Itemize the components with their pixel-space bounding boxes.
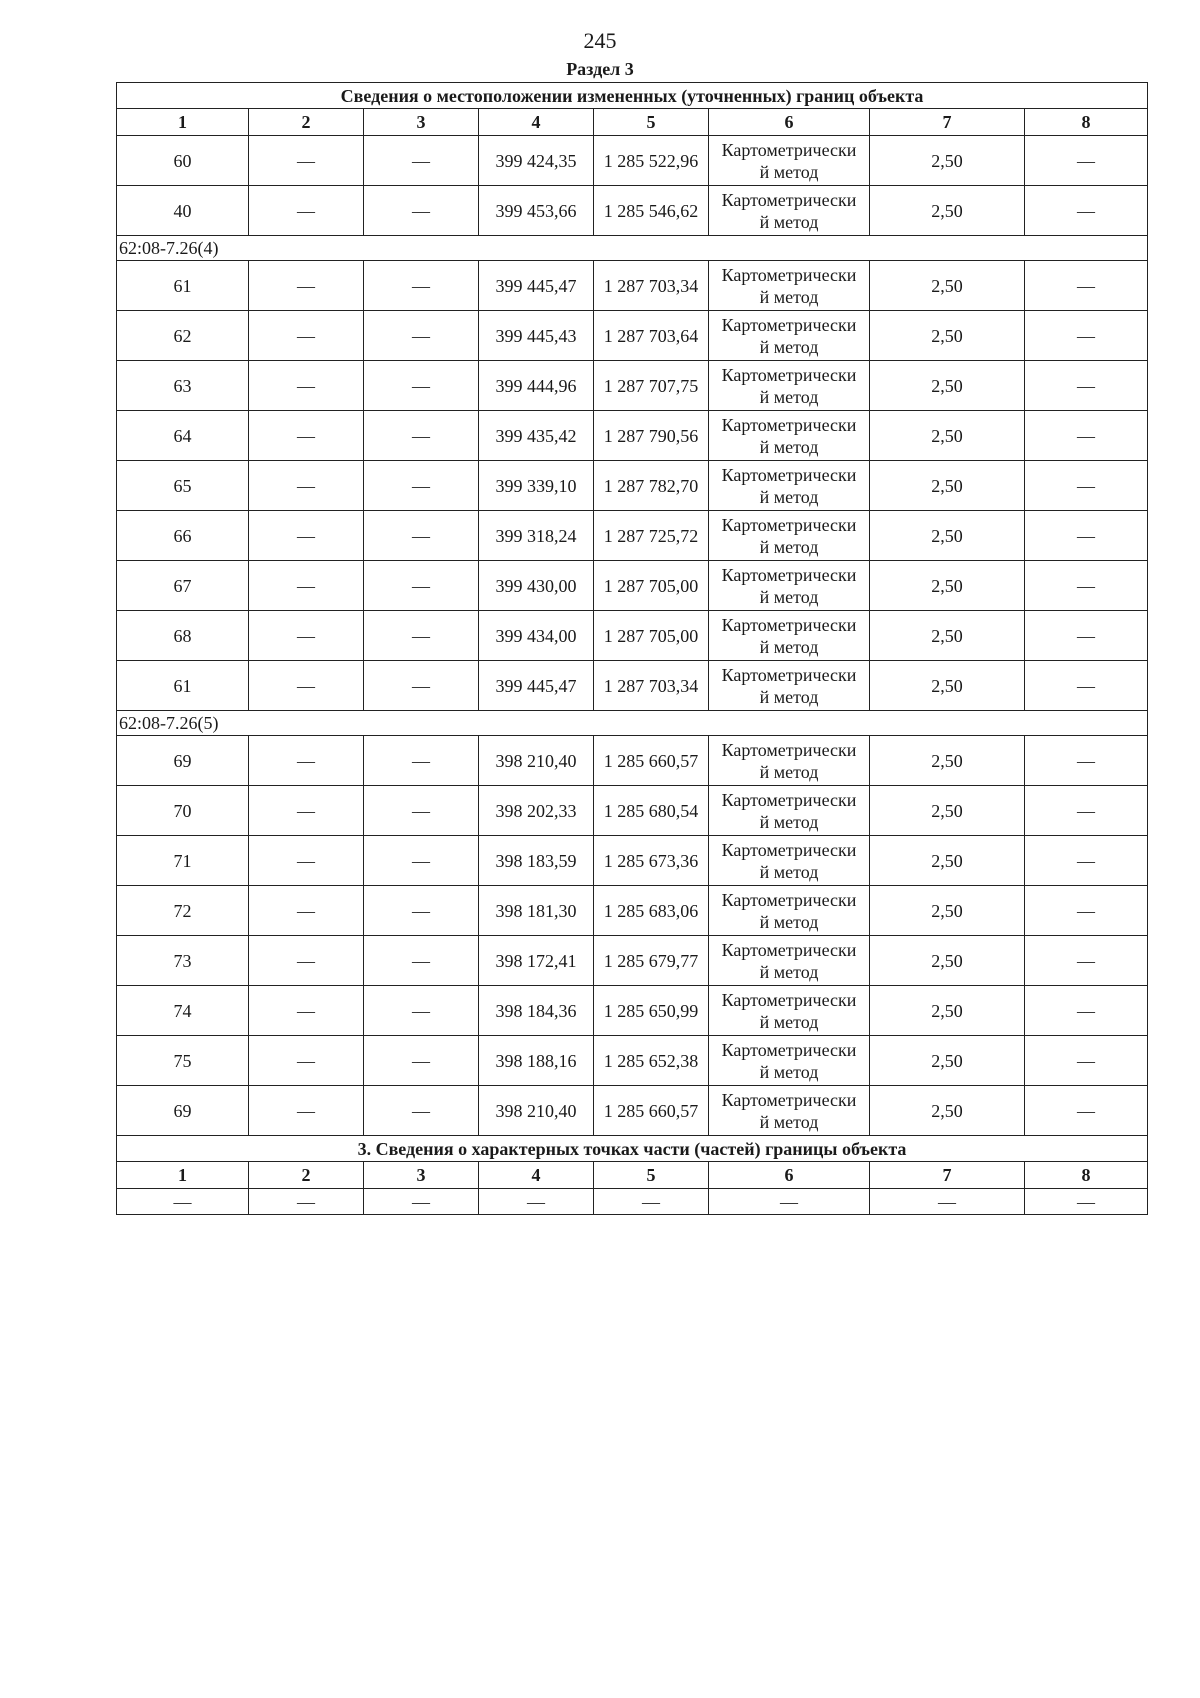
method-cell [709, 361, 870, 411]
accuracy-value: 2,50 [870, 511, 1025, 561]
table-row [117, 461, 1148, 511]
method-line2: й метод [759, 636, 819, 657]
coordinate-y: 1 287 703,34 [594, 261, 709, 311]
method-line1: Картометрически [721, 364, 857, 385]
table-header-row [117, 109, 1148, 136]
table-row [117, 186, 1148, 236]
parcel-label: 62:08-7.26(5) [117, 711, 1148, 736]
coordinate-y: 1 287 703,64 [594, 311, 709, 361]
col2-dash: — [249, 561, 364, 611]
coordinate-x: 399 445,43 [479, 311, 594, 361]
table-title: Сведения о местоположении измененных (уточненных) границ объекта [117, 83, 1148, 109]
col8-dash: — [1025, 136, 1148, 186]
page-number: 245 [583, 28, 617, 53]
method-cell [709, 986, 870, 1036]
accuracy-value: 2,50 [870, 186, 1025, 236]
col2-dash: — [249, 461, 364, 511]
method-line1: Картометрически [721, 839, 857, 860]
coordinate-y: 1 285 660,57 [594, 1086, 709, 1136]
column-header: 8 [1025, 1162, 1148, 1189]
table-row [117, 661, 1148, 711]
coordinate-x: 399 445,47 [479, 661, 594, 711]
empty-dash: — [479, 1189, 594, 1215]
point-number: 71 [117, 836, 249, 886]
coordinate-x: 399 424,35 [479, 136, 594, 186]
method-cell [709, 311, 870, 361]
method-line2: й метод [759, 1111, 819, 1132]
method-cell [709, 661, 870, 711]
coordinate-x: 399 453,66 [479, 186, 594, 236]
coordinate-y: 1 285 660,57 [594, 736, 709, 786]
point-number: 74 [117, 986, 249, 1036]
column-header: 7 [870, 109, 1025, 136]
method-line2: й метод [759, 436, 819, 457]
table-row [117, 1036, 1148, 1086]
coordinate-x: 398 188,16 [479, 1036, 594, 1086]
method-cell [709, 936, 870, 986]
method-line2: й метод [759, 336, 819, 357]
method-cell [709, 561, 870, 611]
accuracy-value: 2,50 [870, 611, 1025, 661]
coordinate-y: 1 285 683,06 [594, 886, 709, 936]
coordinate-y: 1 287 707,75 [594, 361, 709, 411]
col2-dash: — [249, 736, 364, 786]
method-cell [709, 136, 870, 186]
col8-dash: — [1025, 1036, 1148, 1086]
coordinate-y: 1 285 650,99 [594, 986, 709, 1036]
method-line1: Картометрически [721, 889, 857, 910]
accuracy-value: 2,50 [870, 736, 1025, 786]
method-cell [709, 511, 870, 561]
column-header: 6 [709, 1162, 870, 1189]
part-section-title-row [117, 1136, 1148, 1162]
method-line1: Картометрически [721, 989, 857, 1010]
coordinate-y: 1 285 546,62 [594, 186, 709, 236]
accuracy-value: 2,50 [870, 136, 1025, 186]
accuracy-value: 2,50 [870, 361, 1025, 411]
method-cell [709, 186, 870, 236]
table-row [117, 511, 1148, 561]
coordinate-x: 398 210,40 [479, 736, 594, 786]
point-number: 65 [117, 461, 249, 511]
col8-dash: — [1025, 611, 1148, 661]
coordinate-x: 399 445,47 [479, 261, 594, 311]
method-line1: Картометрически [721, 514, 857, 535]
empty-dash: — [117, 1189, 249, 1215]
col3-dash: — [364, 986, 479, 1036]
point-number: 62 [117, 311, 249, 361]
accuracy-value: 2,50 [870, 1086, 1025, 1136]
coordinate-y: 1 285 522,96 [594, 136, 709, 186]
method-line2: й метод [759, 211, 819, 232]
coordinate-x: 399 430,00 [479, 561, 594, 611]
section-title: Раздел 3 [566, 59, 634, 79]
point-number: 64 [117, 411, 249, 461]
method-line2: й метод [759, 1011, 819, 1032]
method-cell [709, 1086, 870, 1136]
empty-dash: — [364, 1189, 479, 1215]
method-cell [709, 736, 870, 786]
point-number: 63 [117, 361, 249, 411]
table-row [117, 411, 1148, 461]
coordinate-y: 1 285 673,36 [594, 836, 709, 886]
method-cell [709, 461, 870, 511]
column-header: 4 [479, 109, 594, 136]
column-header: 2 [249, 1162, 364, 1189]
method-line2: й метод [759, 536, 819, 557]
method-line2: й метод [759, 586, 819, 607]
accuracy-value: 2,50 [870, 886, 1025, 936]
coordinate-x: 399 444,96 [479, 361, 594, 411]
coordinate-y: 1 287 782,70 [594, 461, 709, 511]
accuracy-value: 2,50 [870, 836, 1025, 886]
col8-dash: — [1025, 786, 1148, 836]
col3-dash: — [364, 561, 479, 611]
col2-dash: — [249, 836, 364, 886]
col3-dash: — [364, 361, 479, 411]
col3-dash: — [364, 511, 479, 561]
accuracy-value: 2,50 [870, 411, 1025, 461]
col3-dash: — [364, 136, 479, 186]
column-header: 5 [594, 1162, 709, 1189]
method-cell [709, 261, 870, 311]
column-header: 1 [117, 1162, 249, 1189]
column-header: 4 [479, 1162, 594, 1189]
method-line1: Картометрически [721, 264, 857, 285]
method-line1: Картометрически [721, 414, 857, 435]
coordinate-x: 399 435,42 [479, 411, 594, 461]
method-line1: Картометрически [721, 189, 857, 210]
col3-dash: — [364, 661, 479, 711]
col2-dash: — [249, 936, 364, 986]
col8-dash: — [1025, 361, 1148, 411]
col3-dash: — [364, 936, 479, 986]
table-row [117, 561, 1148, 611]
col8-dash: — [1025, 411, 1148, 461]
col3-dash: — [364, 736, 479, 786]
table-row [117, 136, 1148, 186]
method-line1: Картометрически [721, 664, 857, 685]
empty-part-row [117, 1189, 1148, 1215]
method-cell [709, 836, 870, 886]
accuracy-value: 2,50 [870, 461, 1025, 511]
table-title-row [117, 83, 1148, 109]
col3-dash: — [364, 886, 479, 936]
empty-dash: — [249, 1189, 364, 1215]
table-row [117, 311, 1148, 361]
table-row [117, 836, 1148, 886]
col8-dash: — [1025, 936, 1148, 986]
method-cell [709, 411, 870, 461]
empty-dash: — [709, 1189, 870, 1215]
point-number: 66 [117, 511, 249, 561]
col2-dash: — [249, 511, 364, 561]
col8-dash: — [1025, 511, 1148, 561]
table-row [117, 361, 1148, 411]
method-line2: й метод [759, 1061, 819, 1082]
coordinate-y: 1 285 680,54 [594, 786, 709, 836]
empty-dash: — [1025, 1189, 1148, 1215]
point-number: 61 [117, 661, 249, 711]
col2-dash: — [249, 361, 364, 411]
accuracy-value: 2,50 [870, 786, 1025, 836]
accuracy-value: 2,50 [870, 986, 1025, 1036]
table-row [117, 986, 1148, 1036]
method-line1: Картометрически [721, 614, 857, 635]
column-header: 3 [364, 1162, 479, 1189]
col8-dash: — [1025, 461, 1148, 511]
method-line1: Картометрически [721, 464, 857, 485]
coordinate-x: 398 181,30 [479, 886, 594, 936]
coordinate-x: 398 183,59 [479, 836, 594, 886]
point-number: 69 [117, 736, 249, 786]
method-line2: й метод [759, 686, 819, 707]
method-line1: Картометрически [721, 939, 857, 960]
col2-dash: — [249, 786, 364, 836]
parcel-label: 62:08-7.26(4) [117, 236, 1148, 261]
method-line2: й метод [759, 961, 819, 982]
accuracy-value: 2,50 [870, 311, 1025, 361]
method-line2: й метод [759, 161, 819, 182]
column-header: 8 [1025, 109, 1148, 136]
point-number: 75 [117, 1036, 249, 1086]
col3-dash: — [364, 611, 479, 661]
col2-dash: — [249, 311, 364, 361]
col3-dash: — [364, 411, 479, 461]
column-header: 2 [249, 109, 364, 136]
empty-dash: — [870, 1189, 1025, 1215]
method-line1: Картометрически [721, 139, 857, 160]
coordinate-y: 1 287 705,00 [594, 561, 709, 611]
method-line2: й метод [759, 286, 819, 307]
col2-dash: — [249, 986, 364, 1036]
column-header: 1 [117, 109, 249, 136]
parcel-group-row [117, 711, 1148, 736]
col8-dash: — [1025, 1086, 1148, 1136]
accuracy-value: 2,50 [870, 1036, 1025, 1086]
coordinate-x: 398 184,36 [479, 986, 594, 1036]
coordinate-x: 399 318,24 [479, 511, 594, 561]
part-section-title: 3. Сведения о характерных точках части (частей) границы объекта [117, 1136, 1148, 1162]
method-line1: Картометрически [721, 789, 857, 810]
method-line2: й метод [759, 486, 819, 507]
point-number: 67 [117, 561, 249, 611]
method-cell [709, 1036, 870, 1086]
col2-dash: — [249, 1086, 364, 1136]
col3-dash: — [364, 311, 479, 361]
col8-dash: — [1025, 186, 1148, 236]
accuracy-value: 2,50 [870, 561, 1025, 611]
col3-dash: — [364, 836, 479, 886]
method-line2: й метод [759, 761, 819, 782]
col2-dash: — [249, 1036, 364, 1086]
point-number: 69 [117, 1086, 249, 1136]
column-header: 3 [364, 109, 479, 136]
coordinate-x: 398 172,41 [479, 936, 594, 986]
accuracy-value: 2,50 [870, 261, 1025, 311]
method-line1: Картометрически [721, 1039, 857, 1060]
col8-dash: — [1025, 561, 1148, 611]
coordinate-y: 1 287 703,34 [594, 661, 709, 711]
col3-dash: — [364, 786, 479, 836]
method-line1: Картометрически [721, 564, 857, 585]
coordinate-y: 1 287 725,72 [594, 511, 709, 561]
table-row [117, 936, 1148, 986]
col8-dash: — [1025, 886, 1148, 936]
coordinate-y: 1 285 679,77 [594, 936, 709, 986]
accuracy-value: 2,50 [870, 661, 1025, 711]
col8-dash: — [1025, 736, 1148, 786]
col3-dash: — [364, 461, 479, 511]
col2-dash: — [249, 886, 364, 936]
point-number: 73 [117, 936, 249, 986]
method-line1: Картометрически [721, 739, 857, 760]
method-line1: Картометрически [721, 1089, 857, 1110]
table-row [117, 736, 1148, 786]
coordinate-x: 399 339,10 [479, 461, 594, 511]
col8-dash: — [1025, 836, 1148, 886]
table-row [117, 1086, 1148, 1136]
method-cell [709, 786, 870, 836]
method-cell [709, 886, 870, 936]
method-line2: й метод [759, 911, 819, 932]
parcel-group-row [117, 236, 1148, 261]
col2-dash: — [249, 261, 364, 311]
table-row [117, 886, 1148, 936]
table-row [117, 786, 1148, 836]
boundary-table [116, 82, 1148, 1215]
column-header: 6 [709, 109, 870, 136]
method-line2: й метод [759, 811, 819, 832]
method-line1: Картометрически [721, 314, 857, 335]
point-number: 70 [117, 786, 249, 836]
point-number: 68 [117, 611, 249, 661]
point-number: 40 [117, 186, 249, 236]
col8-dash: — [1025, 261, 1148, 311]
col2-dash: — [249, 611, 364, 661]
col2-dash: — [249, 186, 364, 236]
part-section-header-row [117, 1162, 1148, 1189]
col8-dash: — [1025, 986, 1148, 1036]
method-line2: й метод [759, 386, 819, 407]
col2-dash: — [249, 411, 364, 461]
empty-dash: — [594, 1189, 709, 1215]
col2-dash: — [249, 661, 364, 711]
column-header: 7 [870, 1162, 1025, 1189]
point-number: 72 [117, 886, 249, 936]
col8-dash: — [1025, 311, 1148, 361]
method-line2: й метод [759, 861, 819, 882]
col2-dash: — [249, 136, 364, 186]
coordinate-y: 1 285 652,38 [594, 1036, 709, 1086]
coordinate-x: 398 210,40 [479, 1086, 594, 1136]
coordinate-y: 1 287 705,00 [594, 611, 709, 661]
column-header: 5 [594, 109, 709, 136]
coordinate-x: 399 434,00 [479, 611, 594, 661]
point-number: 61 [117, 261, 249, 311]
point-number: 60 [117, 136, 249, 186]
coordinate-x: 398 202,33 [479, 786, 594, 836]
col3-dash: — [364, 261, 479, 311]
col3-dash: — [364, 186, 479, 236]
col3-dash: — [364, 1086, 479, 1136]
table-row [117, 611, 1148, 661]
accuracy-value: 2,50 [870, 936, 1025, 986]
coordinate-y: 1 287 790,56 [594, 411, 709, 461]
col3-dash: — [364, 1036, 479, 1086]
method-cell [709, 611, 870, 661]
col8-dash: — [1025, 661, 1148, 711]
table-row [117, 261, 1148, 311]
